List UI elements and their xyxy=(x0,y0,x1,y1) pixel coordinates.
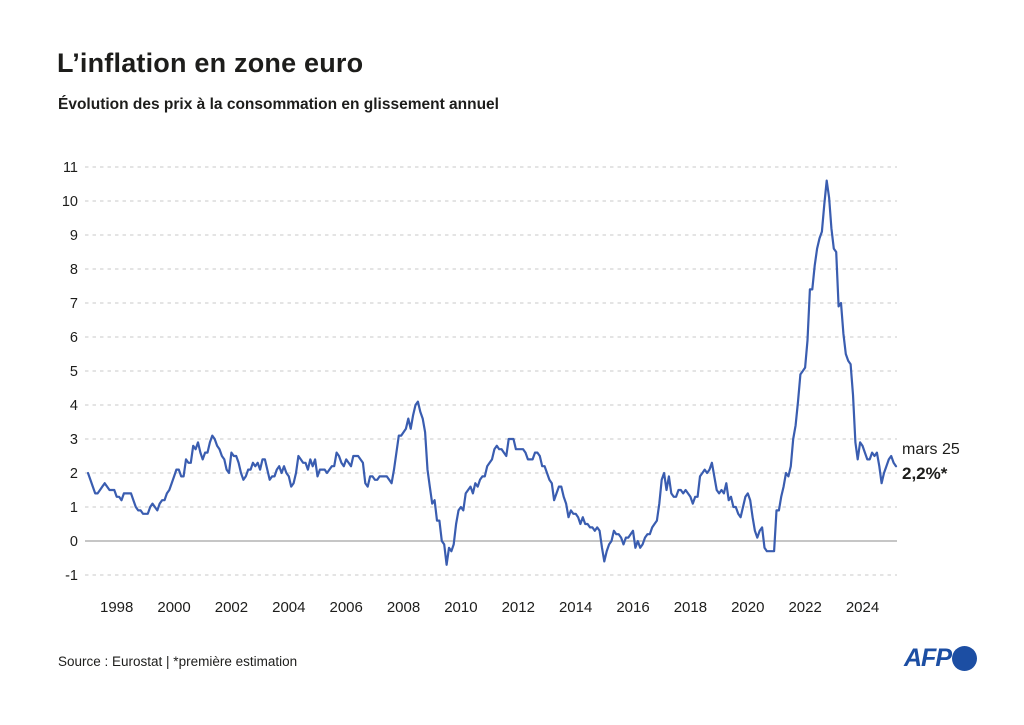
x-tick-label: 2018 xyxy=(673,599,708,616)
y-tick-label: 11 xyxy=(62,160,78,176)
x-tick-label: 1998 xyxy=(99,599,134,616)
x-tick-label: 2006 xyxy=(329,599,363,616)
y-tick-label: 8 xyxy=(69,262,78,278)
page-subtitle: Évolution des prix à la consommation en glissement annuel xyxy=(58,96,499,113)
source-text: Source : Eurostat | *première estimation xyxy=(58,654,298,669)
x-tick-label: 2008 xyxy=(386,599,421,616)
afp-logo-circle-icon xyxy=(952,646,977,671)
afp-logo-text: AFP xyxy=(904,644,951,672)
y-tick-label: 1 xyxy=(69,500,78,516)
x-tick-label: 2024 xyxy=(845,599,880,616)
x-tick-label: 2002 xyxy=(214,599,249,616)
last-point-annotation xyxy=(902,438,960,486)
x-tick-label: 2020 xyxy=(731,599,765,616)
y-tick-label: 7 xyxy=(69,296,78,312)
x-tick-label: 2014 xyxy=(558,599,593,616)
y-tick-label: 5 xyxy=(69,364,78,380)
y-tick-label: 0 xyxy=(69,534,78,550)
annotation-date: mars 25 xyxy=(902,441,960,458)
x-tick-label: 2010 xyxy=(444,599,478,616)
x-tick-label: 2022 xyxy=(788,599,822,616)
y-tick-label: -1 xyxy=(65,568,78,584)
y-tick-label: 2 xyxy=(69,466,78,482)
page-title: L’inflation en zone euro xyxy=(57,48,364,78)
y-tick-label: 9 xyxy=(69,228,78,244)
afp-logo xyxy=(904,644,977,673)
x-tick-label: 2016 xyxy=(616,599,650,616)
y-tick-label: 10 xyxy=(61,194,78,210)
annotation-value: 2,2%* xyxy=(902,464,948,483)
x-tick-label: 2004 xyxy=(272,599,306,616)
y-tick-label: 6 xyxy=(69,330,78,346)
y-tick-label: 3 xyxy=(69,432,78,448)
x-tick-label: 2000 xyxy=(157,599,191,616)
y-tick-label: 4 xyxy=(69,398,78,414)
x-tick-label: 2012 xyxy=(501,599,535,616)
